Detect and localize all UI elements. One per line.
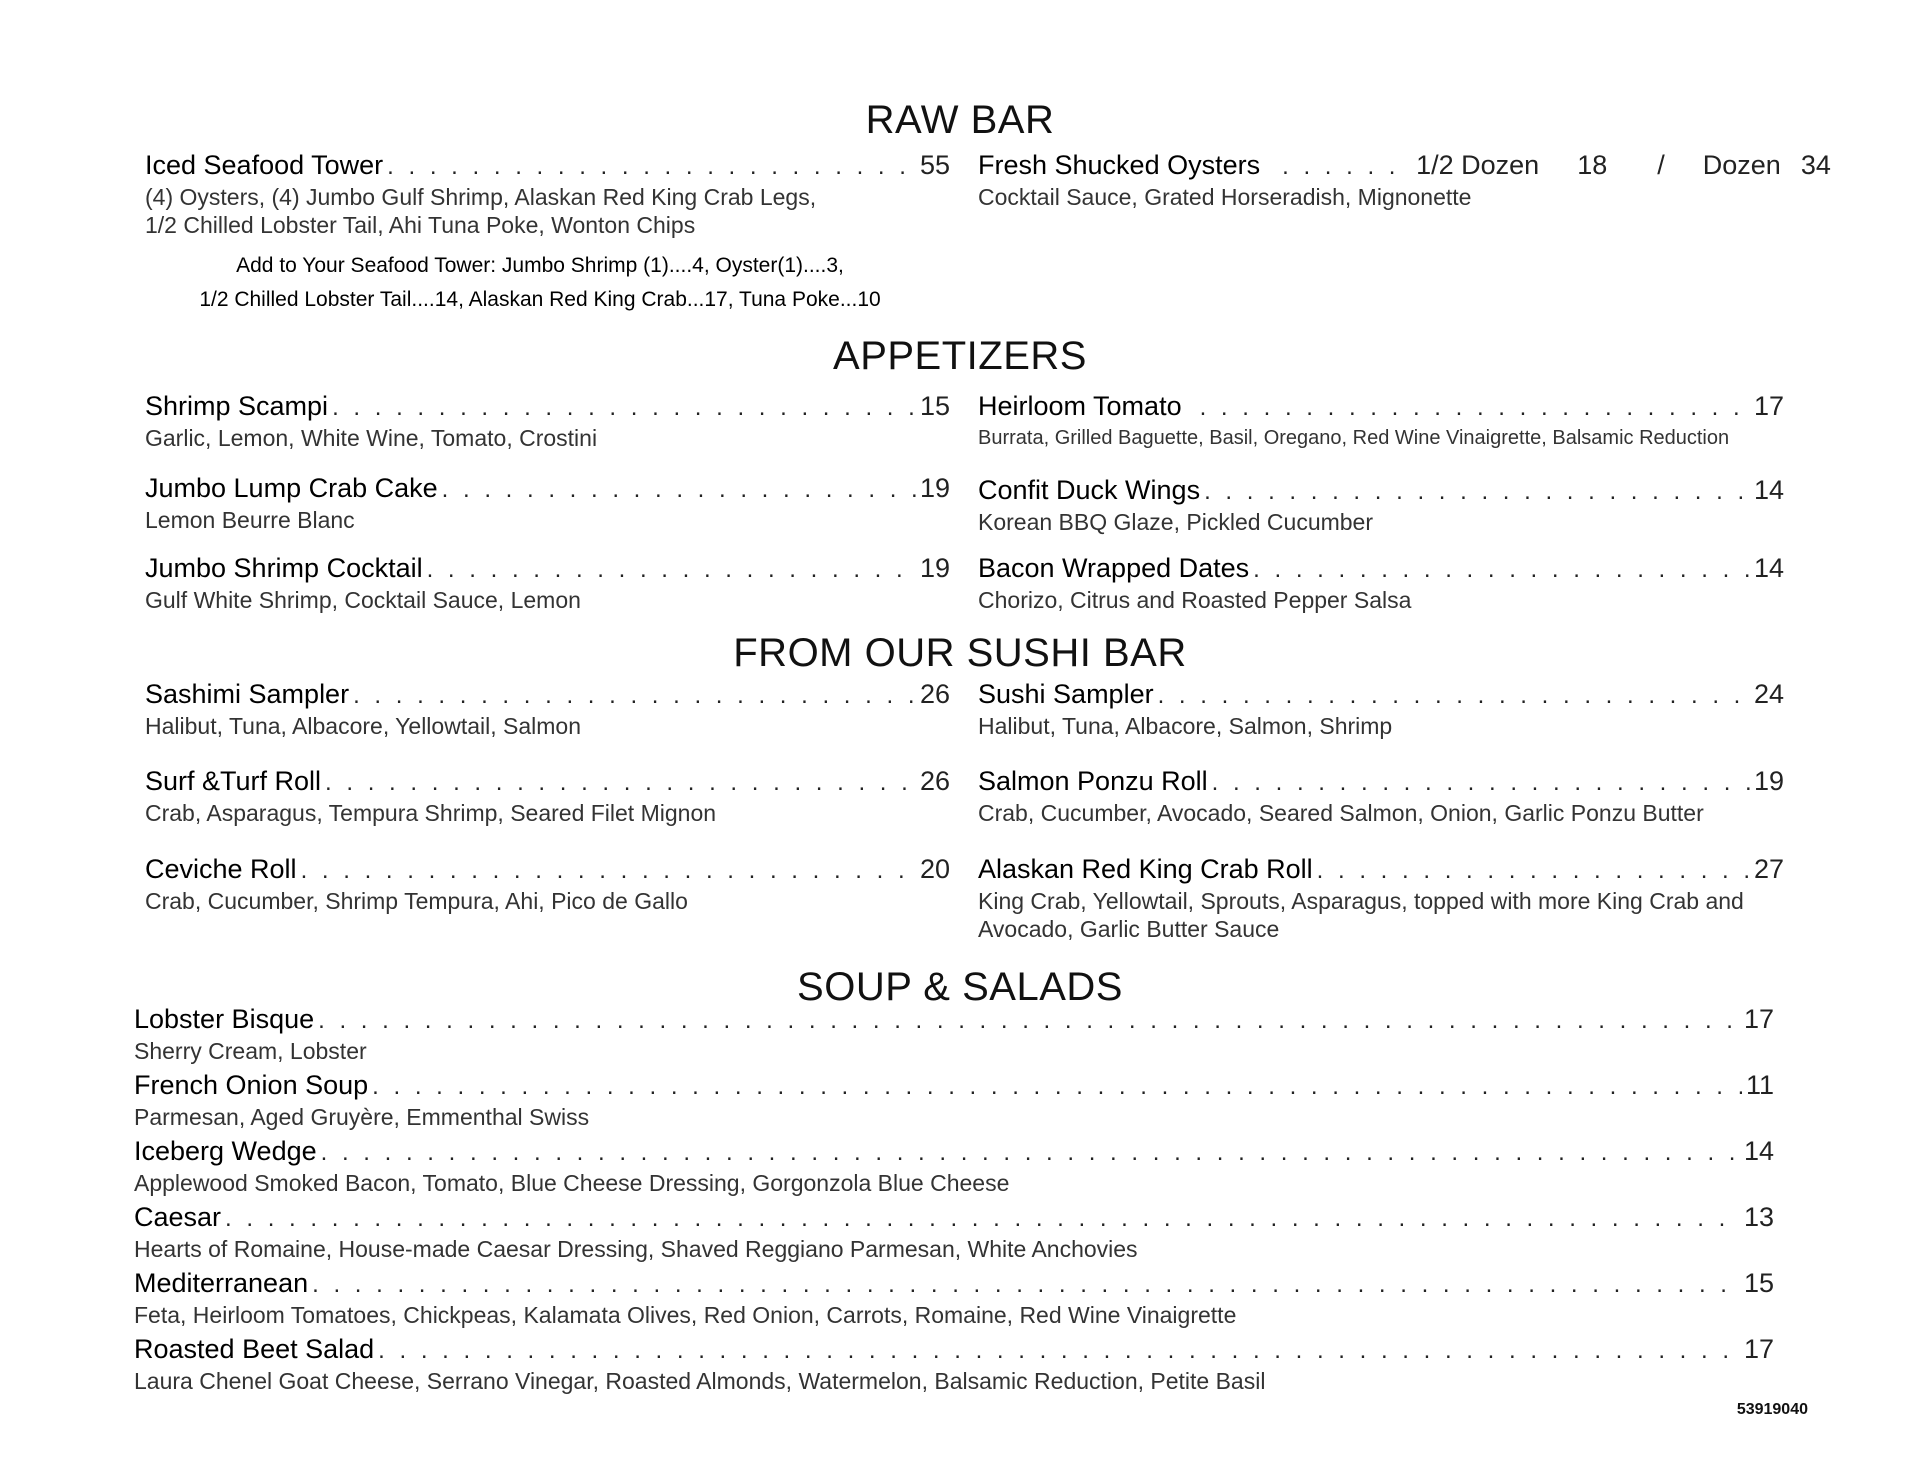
dozen-label: Dozen xyxy=(1702,150,1781,180)
item-name: Shrimp Scampi xyxy=(145,391,329,421)
menu-item-fresh-shucked-oysters xyxy=(978,149,1831,211)
item-name: French Onion Soup xyxy=(134,1070,369,1100)
menu-item-roasted-beet-salad xyxy=(134,1333,1774,1395)
item-name: Fresh Shucked Oysters xyxy=(978,150,1261,180)
menu-item-iced-seafood-tower xyxy=(145,149,950,239)
leader-dots xyxy=(1158,680,1750,712)
item-price: 55 xyxy=(919,150,950,180)
leader-dots xyxy=(1212,767,1750,799)
menu-item-surf-turf-roll xyxy=(145,765,950,827)
leader-dots xyxy=(1200,392,1750,424)
item-price: 17 xyxy=(1753,391,1784,421)
addon-line: 1/2 Chilled Lobster Tail....14, Alaskan Red King Crab...17, Tuna Poke...10 xyxy=(199,288,881,311)
menu-item-caesar xyxy=(134,1201,1774,1263)
leader-dots xyxy=(321,1137,1740,1169)
leader-dots xyxy=(1204,476,1750,508)
item-description: 1/2 Chilled Lobster Tail, Ahi Tuna Poke, Wonton Chips xyxy=(145,212,696,238)
leader-dots xyxy=(427,554,916,586)
item-name: Alaskan Red King Crab Roll xyxy=(978,854,1313,884)
item-description: Crab, Cucumber, Avocado, Seared Salmon, Onion, Garlic Ponzu Butter xyxy=(978,800,1704,826)
item-price: 27 xyxy=(1753,854,1784,884)
leader-dots xyxy=(332,392,916,424)
section-title-sushi-bar: FROM OUR SUSHI BAR xyxy=(733,631,1187,675)
item-description: (4) Oysters, (4) Jumbo Gulf Shrimp, Alaskan Red King Crab Legs, xyxy=(145,184,817,210)
item-name: Lobster Bisque xyxy=(134,1004,315,1034)
menu-item-alaskan-red-king-crab-roll xyxy=(978,853,1784,943)
item-description: Korean BBQ Glaze, Pickled Cucumber xyxy=(978,509,1374,535)
item-description: Halibut, Tuna, Albacore, Salmon, Shrimp xyxy=(978,713,1393,739)
item-name: Jumbo Shrimp Cocktail xyxy=(145,553,423,583)
item-price: 15 xyxy=(919,391,950,421)
item-name: Caesar xyxy=(134,1202,222,1232)
item-description: Feta, Heirloom Tomatoes, Chickpeas, Kalamata Olives, Red Onion, Carrots, Romaine, Red Wine Vinaigrette xyxy=(134,1302,1237,1328)
item-price: 19 xyxy=(919,473,950,503)
item-name: Roasted Beet Salad xyxy=(134,1334,375,1364)
item-name: Sashimi Sampler xyxy=(145,679,350,709)
menu-item-jumbo-lump-crab-cake xyxy=(145,472,950,534)
item-price: 17 xyxy=(1743,1004,1774,1034)
tower-addons xyxy=(150,249,930,317)
item-price: 19 xyxy=(919,553,950,583)
menu-item-shrimp-scampi xyxy=(145,390,950,452)
item-price: 13 xyxy=(1743,1202,1774,1232)
leader-dots xyxy=(318,1005,1740,1037)
menu-item-jumbo-shrimp-cocktail xyxy=(145,552,950,614)
item-price: 24 xyxy=(1753,679,1784,709)
item-name: Heirloom Tomato xyxy=(978,391,1182,421)
item-price: 26 xyxy=(919,766,950,796)
item-description: Laura Chenel Goat Cheese, Serrano Vinegar, Roasted Almonds, Watermelon, Balsamic Reduction, Petite Basil xyxy=(134,1368,1266,1394)
leader-dots xyxy=(1282,151,1412,183)
item-name: Bacon Wrapped Dates xyxy=(978,553,1250,583)
item-name: Iced Seafood Tower xyxy=(145,150,384,180)
menu-item-salmon-ponzu-roll xyxy=(978,765,1784,827)
item-description: Lemon Beurre Blanc xyxy=(145,507,355,533)
leader-dots xyxy=(353,680,916,712)
menu-item-ceviche-roll xyxy=(145,853,950,915)
item-name: Mediterranean xyxy=(134,1268,309,1298)
menu-item-sushi-sampler xyxy=(978,678,1784,740)
leader-dots xyxy=(312,1269,1740,1301)
item-description: Burrata, Grilled Baguette, Basil, Oregano, Red Wine Vinaigrette, Balsamic Reduction xyxy=(978,427,1730,449)
section-title-appetizers: APPETIZERS xyxy=(833,334,1087,378)
menu-item-lobster-bisque xyxy=(134,1003,1774,1065)
leader-dots xyxy=(378,1335,1740,1367)
item-description: Parmesan, Aged Gruyère, Emmenthal Swiss xyxy=(134,1104,590,1130)
item-price: 14 xyxy=(1753,553,1784,583)
item-price: 19 xyxy=(1753,766,1784,796)
item-price: 14 xyxy=(1753,475,1784,505)
leader-dots xyxy=(442,474,916,506)
item-name: Surf &Turf Roll xyxy=(145,766,322,796)
price-separator: / xyxy=(1657,150,1665,180)
item-description: Gulf White Shrimp, Cocktail Sauce, Lemon xyxy=(145,587,581,613)
item-description: Chorizo, Citrus and Roasted Pepper Salsa xyxy=(978,587,1412,613)
item-name: Confit Duck Wings xyxy=(978,475,1201,505)
dozen-price: 34 xyxy=(1800,150,1831,180)
item-name: Sushi Sampler xyxy=(978,679,1154,709)
leader-dots xyxy=(1253,554,1750,586)
item-price: 14 xyxy=(1743,1136,1774,1166)
section-title-soup-salads: SOUP & SALADS xyxy=(797,965,1123,1009)
item-price: 15 xyxy=(1743,1268,1774,1298)
item-price: 20 xyxy=(919,854,950,884)
half-dozen-label: 1/2 Dozen xyxy=(1416,150,1540,180)
leader-dots xyxy=(387,151,916,183)
item-name: Jumbo Lump Crab Cake xyxy=(145,473,438,503)
menu-item-bacon-wrapped-dates xyxy=(978,552,1784,614)
addon-line: Add to Your Seafood Tower: Jumbo Shrimp (1)....4, Oyster(1)....3, xyxy=(236,254,844,277)
item-name: Iceberg Wedge xyxy=(134,1136,317,1166)
menu-item-heirloom-tomato xyxy=(978,390,1784,452)
item-price: 26 xyxy=(919,679,950,709)
half-dozen-price: 18 xyxy=(1577,150,1608,180)
section-title-raw-bar: RAW BAR xyxy=(865,98,1055,142)
leader-dots xyxy=(225,1203,1740,1235)
menu-item-mediterranean xyxy=(134,1267,1774,1329)
menu-item-confit-duck-wings xyxy=(978,474,1784,536)
item-description: Sherry Cream, Lobster xyxy=(134,1038,367,1064)
item-description: Crab, Asparagus, Tempura Shrimp, Seared Filet Mignon xyxy=(145,800,717,826)
item-description: Garlic, Lemon, White Wine, Tomato, Crostini xyxy=(145,425,598,451)
item-name: Ceviche Roll xyxy=(145,854,297,884)
leader-dots xyxy=(325,767,916,799)
document-code: 53919040 xyxy=(1736,1401,1808,1418)
item-description: King Crab, Yellowtail, Sprouts, Asparagus, topped with more King Crab and Avocado, Garlic Butter Sauce xyxy=(978,888,1744,942)
item-price: 17 xyxy=(1743,1334,1774,1364)
item-description: Applewood Smoked Bacon, Tomato, Blue Cheese Dressing, Gorgonzola Blue Cheese xyxy=(134,1170,1010,1196)
item-description: Hearts of Romaine, House-made Caesar Dressing, Shaved Reggiano Parmesan, White Anchovies xyxy=(134,1236,1138,1262)
item-description: Halibut, Tuna, Albacore, Yellowtail, Salmon xyxy=(145,713,581,739)
leader-dots xyxy=(301,855,916,887)
leader-dots xyxy=(372,1071,1742,1103)
leader-dots xyxy=(1317,855,1750,887)
item-name: Salmon Ponzu Roll xyxy=(978,766,1208,796)
menu-item-sashimi-sampler xyxy=(145,678,950,740)
item-price: 11 xyxy=(1745,1070,1774,1100)
menu-item-french-onion-soup xyxy=(134,1069,1774,1131)
item-description: Crab, Cucumber, Shrimp Tempura, Ahi, Pico de Gallo xyxy=(145,888,688,914)
menu-item-iceberg-wedge xyxy=(134,1135,1774,1197)
item-description: Cocktail Sauce, Grated Horseradish, Mignonette xyxy=(978,184,1472,210)
